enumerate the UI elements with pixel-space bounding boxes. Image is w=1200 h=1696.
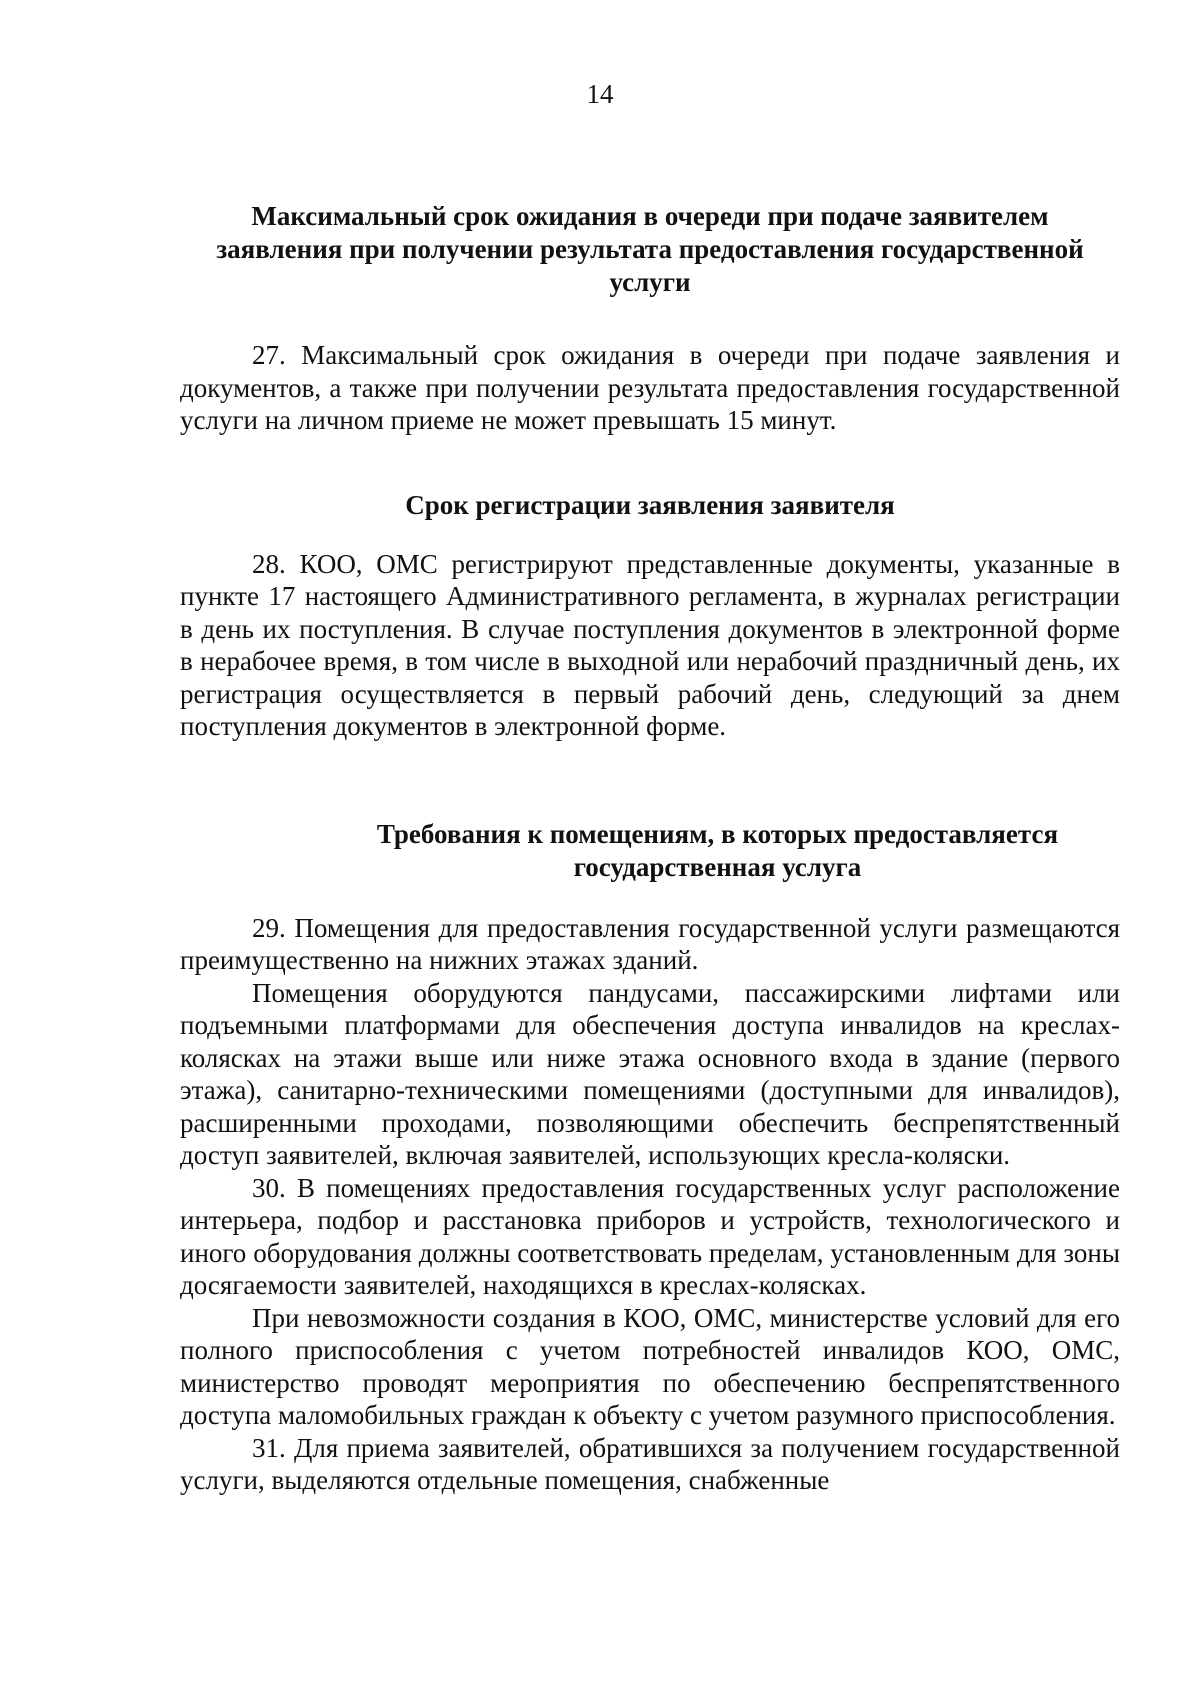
heading-line: заявления при получении результата предоставления государственной	[216, 234, 1084, 264]
paragraph-28: 28. КОО, ОМС регистрируют представленные документы, указанные в пункте 17 настоящего Административного регламента, в журналах регистрации в день их поступления. В случае поступления документов в электронной форме в нерабочее время, в том числе в выходной или нерабочий праздничный день, их регистрация осуществляется в первый рабочий день, следующий за днем поступления документов в электронной форме.	[180, 548, 1120, 741]
heading-line: государственная услуга	[573, 851, 862, 882]
heading-line: Максимальный срок ожидания в очереди при подаче заявителем	[251, 201, 1049, 231]
section-heading-premises	[180, 818, 1120, 884]
paragraph-29: 29. Помещения для предоставления государственной услуги размещаются преимущественно на нижних этажах зданий.	[180, 912, 1120, 975]
page-number: 14	[586, 79, 614, 109]
section-heading-registration: Срок регистрации заявления заявителя	[405, 489, 895, 520]
section-heading-waiting-time	[180, 200, 1120, 299]
heading-line: Требования к помещениям, в которых предоставляется	[376, 818, 1059, 849]
heading-line: услуги	[609, 267, 691, 297]
paragraph-29-continued: Помещения оборудуются пандусами, пассажирскими лифтами или подъемными платформами для обеспечения доступа инвалидов на креслах-колясках на этажи выше или ниже этажа основного входа в здание (первого этажа), санитарно-техническими помещениями (доступными для инвалидов), расширенными проходами, позволяющими обеспечить беспрепятственный доступ заявителей, включая заявителей, использующих кресла-коляски.	[180, 977, 1120, 1170]
paragraph-30: 30. В помещениях предоставления государственных услуг расположение интерьера, подбор и расстановка приборов и устройств, технологического и иного оборудования должны соответствовать пределам, установленным для зоны досягаемости заявителей, находящихся в креслах-колясках.	[180, 1172, 1120, 1300]
paragraph-30-continued: При невозможности создания в КОО, ОМС, министерстве условий для его полного приспособления с учетом потребностей инвалидов КОО, ОМС, министерство проводят мероприятия по обеспечению беспрепятственного доступа маломобильных граждан к объекту с учетом разумного приспособления.	[180, 1302, 1120, 1430]
paragraph-27: 27. Максимальный срок ожидания в очереди при подаче заявления и документов, а также при получении результата предоставления государственной услуги на личном приеме не может превышать 15 минут.	[180, 340, 1120, 435]
document-body	[180, 200, 1120, 1497]
paragraph-31: 31. Для приема заявителей, обратившихся за получением государственной услуги, выделяются отдельные помещения, снабженные	[180, 1432, 1120, 1495]
